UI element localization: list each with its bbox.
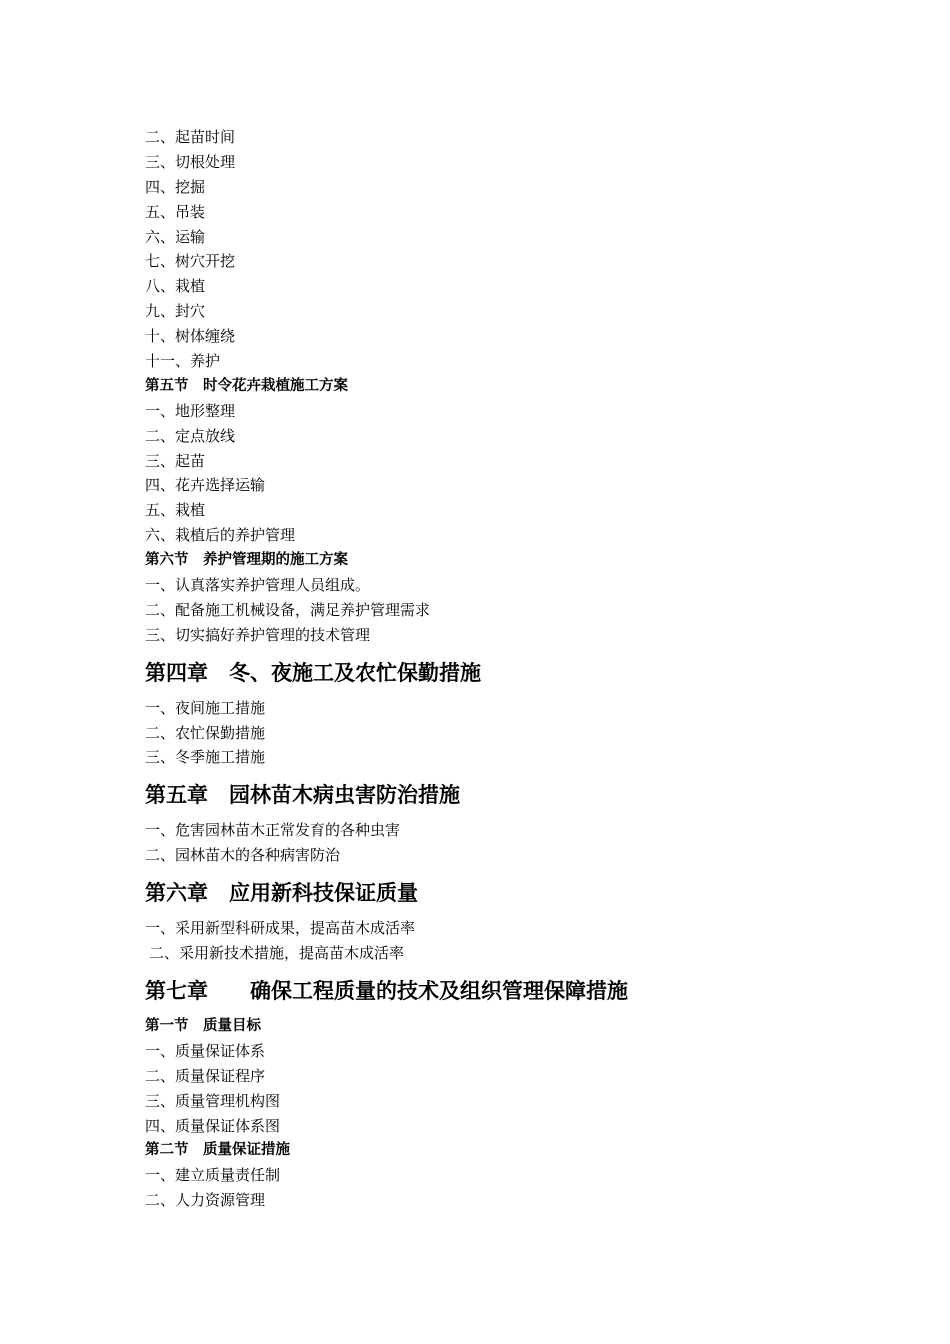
toc-item: 二、采用新技术措施，提高苗木成活率 — [149, 944, 405, 963]
toc-item: 十、树体缠绕 — [145, 327, 236, 346]
toc-item: 九、封穴 — [145, 302, 206, 321]
toc-item: 四、质量保证体系图 — [145, 1116, 281, 1135]
toc-item: 六、运输 — [145, 227, 206, 246]
toc-item: 一、危害园林苗木正常发育的各种虫害 — [145, 821, 401, 840]
toc-item: 十一、养护 — [145, 352, 221, 371]
toc-item: 四、花卉选择运输 — [145, 476, 266, 495]
toc-item: 二、定点放线 — [145, 426, 236, 445]
toc-item: 四、挖掘 — [145, 177, 206, 196]
toc-item: 三、冬季施工措施 — [145, 748, 266, 767]
chapter-heading: 第四章 冬、夜施工及农忙保勤措施 — [145, 660, 481, 685]
toc-item: 一、质量保证体系 — [145, 1041, 266, 1060]
toc-item: 七、树穴开挖 — [145, 252, 236, 271]
toc-page — [145, 125, 845, 1213]
section-heading: 第六节 养护管理期的施工方案 — [145, 552, 348, 569]
toc-item: 六、栽植后的养护管理 — [145, 526, 296, 545]
toc-item: 二、起苗时间 — [145, 128, 236, 146]
toc-item: 二、配备施工机械设备，满足养护管理需求 — [145, 600, 431, 619]
toc-item: 一、地形整理 — [145, 401, 236, 420]
toc-item: 三、质量管理机构图 — [145, 1091, 281, 1110]
toc-item: 二、农忙保勤措施 — [145, 723, 266, 742]
toc-item: 三、切根处理 — [145, 152, 236, 171]
toc-item: 二、人力资源管理 — [145, 1191, 266, 1210]
toc-item: 二、质量保证程序 — [145, 1066, 266, 1085]
toc-item: 一、采用新型科研成果，提高苗木成活率 — [145, 919, 416, 938]
section-heading: 第五节 时令花卉栽植施工方案 — [145, 377, 348, 394]
section-heading: 第二节 质量保证措施 — [145, 1142, 290, 1159]
chapter-heading: 第五章 园林苗木病虫害防治措施 — [145, 783, 460, 808]
toc-item: 三、切实搞好养护管理的技术管理 — [145, 625, 371, 644]
toc-item: 八、栽植 — [145, 277, 206, 296]
toc-item: 一、建立质量责任制 — [145, 1166, 281, 1185]
toc-item: 五、吊装 — [145, 202, 206, 221]
toc-item: 五、栽植 — [145, 501, 206, 520]
section-heading: 第一节 质量目标 — [145, 1017, 261, 1034]
chapter-heading: 第六章 应用新科技保证质量 — [145, 881, 418, 906]
toc-item: 一、认真落实养护管理人员组成。 — [145, 576, 371, 595]
toc-item: 一、夜间施工措施 — [145, 698, 266, 717]
chapter-heading: 第七章 确保工程质量的技术及组织管理保障措施 — [145, 978, 628, 1003]
toc-item: 二、园林苗木的各种病害防治 — [145, 846, 341, 865]
toc-item: 三、起苗 — [145, 451, 206, 470]
